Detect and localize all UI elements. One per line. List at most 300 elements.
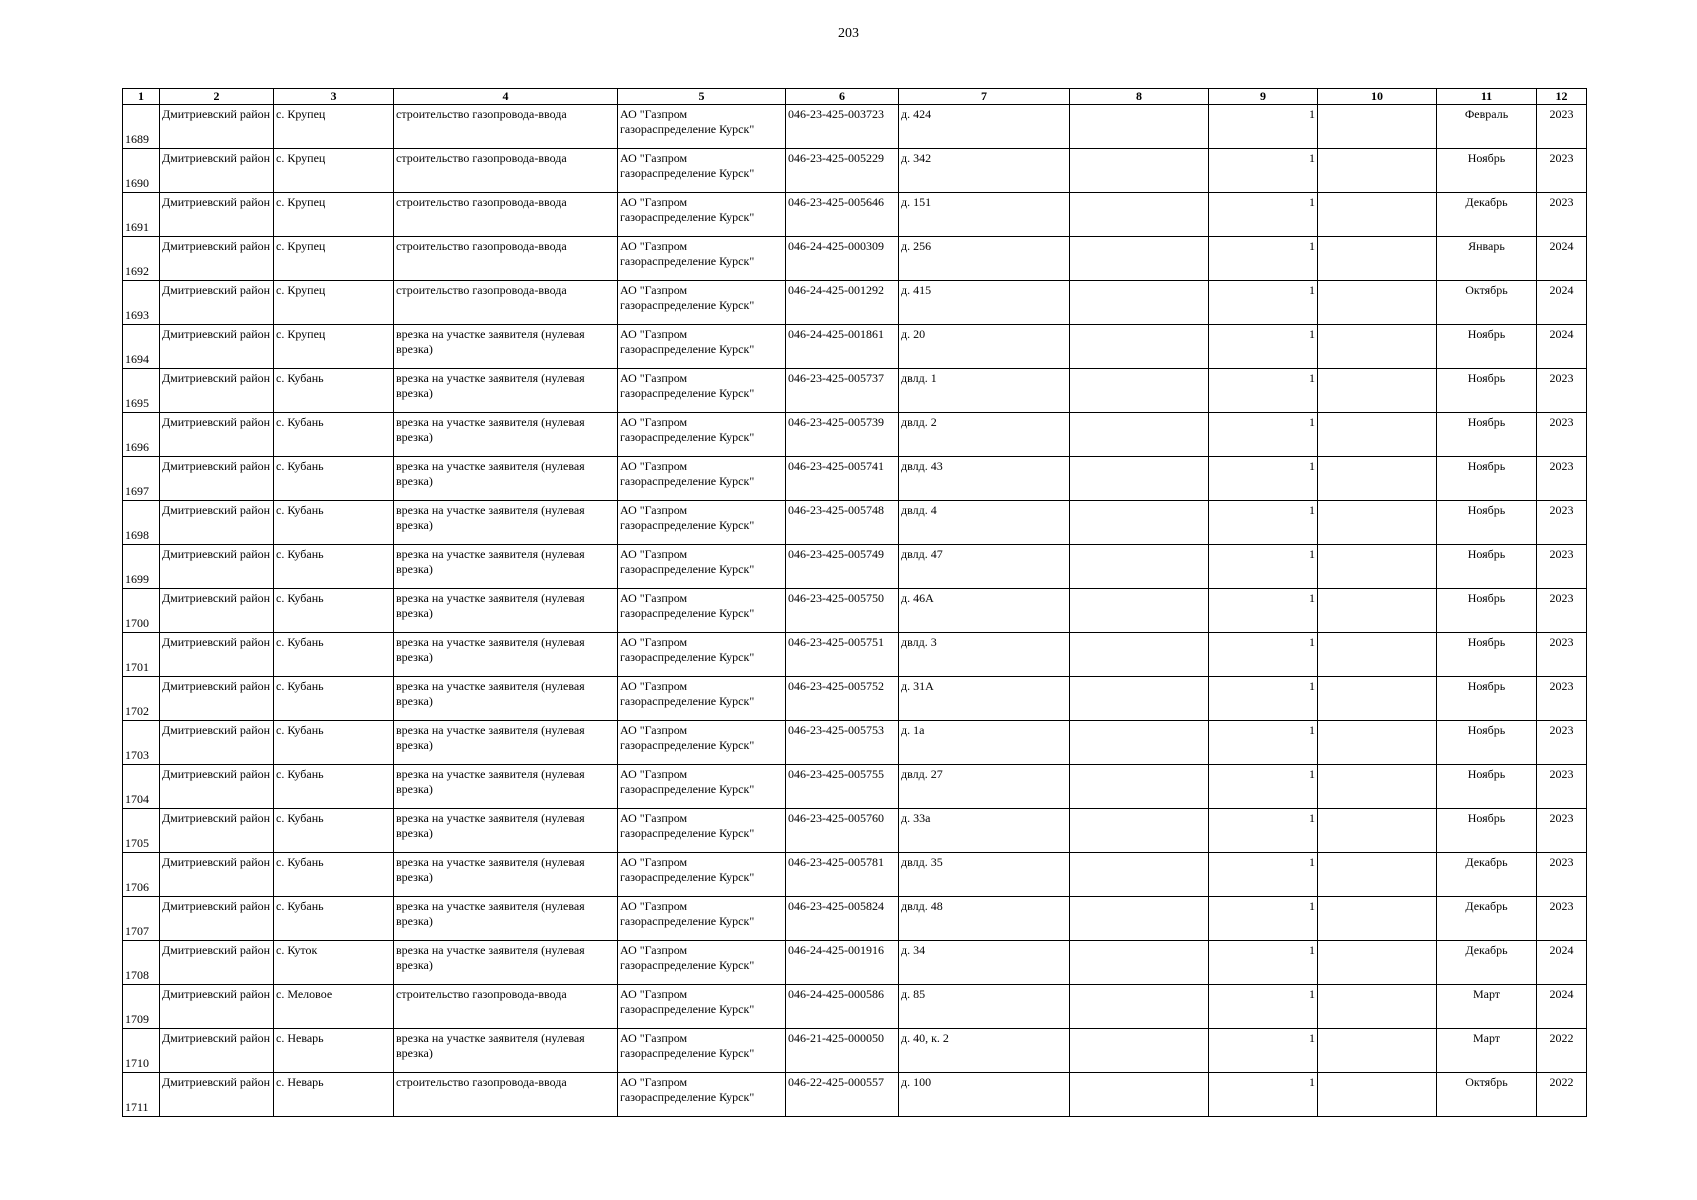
row-number-cell: 1700	[123, 589, 160, 633]
work-type-cell: строительство газопровода-ввода	[394, 193, 618, 237]
column-8-cell	[1070, 413, 1209, 457]
work-type-cell: врезка на участке заявителя (нулевая врезка)	[394, 677, 618, 721]
column-header: 4	[394, 89, 618, 105]
organization-cell: АО "Газпром газораспределение Курск"	[618, 325, 786, 369]
column-8-cell	[1070, 809, 1209, 853]
row-number-cell: 1704	[123, 765, 160, 809]
column-10-cell	[1318, 589, 1437, 633]
quantity-cell: 1	[1209, 149, 1318, 193]
application-code-cell: 046-23-425-005760	[786, 809, 899, 853]
year-cell: 2024	[1537, 281, 1587, 325]
district-cell: Дмитриевский район	[160, 985, 274, 1029]
table-row	[123, 941, 1587, 985]
work-type-cell: врезка на участке заявителя (нулевая врезка)	[394, 853, 618, 897]
quantity-cell: 1	[1209, 633, 1318, 677]
address-cell: д. 20	[899, 325, 1070, 369]
column-header: 6	[786, 89, 899, 105]
quantity-cell: 1	[1209, 193, 1318, 237]
row-number-cell: 1705	[123, 809, 160, 853]
row-number-cell: 1706	[123, 853, 160, 897]
month-cell: Март	[1437, 1029, 1537, 1073]
row-number-cell: 1697	[123, 457, 160, 501]
work-type-cell: врезка на участке заявителя (нулевая врезка)	[394, 721, 618, 765]
header-row	[123, 89, 1587, 105]
column-8-cell	[1070, 941, 1209, 985]
settlement-cell: с. Кубань	[274, 809, 394, 853]
settlement-cell: с. Кубань	[274, 677, 394, 721]
table-row	[123, 237, 1587, 281]
work-type-cell: врезка на участке заявителя (нулевая врезка)	[394, 1029, 618, 1073]
district-cell: Дмитриевский район	[160, 633, 274, 677]
application-code-cell: 046-24-425-001292	[786, 281, 899, 325]
work-type-cell: врезка на участке заявителя (нулевая врезка)	[394, 765, 618, 809]
row-number-cell: 1692	[123, 237, 160, 281]
month-cell: Ноябрь	[1437, 545, 1537, 589]
year-cell: 2023	[1537, 545, 1587, 589]
table-row	[123, 193, 1587, 237]
organization-cell: АО "Газпром газораспределение Курск"	[618, 457, 786, 501]
column-8-cell	[1070, 193, 1209, 237]
settlement-cell: с. Кубань	[274, 633, 394, 677]
application-code-cell: 046-23-425-005749	[786, 545, 899, 589]
year-cell: 2023	[1537, 677, 1587, 721]
column-8-cell	[1070, 677, 1209, 721]
column-8-cell	[1070, 1029, 1209, 1073]
application-code-cell: 046-24-425-000309	[786, 237, 899, 281]
column-8-cell	[1070, 281, 1209, 325]
organization-cell: АО "Газпром газораспределение Курск"	[618, 853, 786, 897]
data-table	[122, 88, 1587, 1117]
row-number-cell: 1689	[123, 105, 160, 149]
table-body	[123, 105, 1587, 1117]
organization-cell: АО "Газпром газораспределение Курск"	[618, 633, 786, 677]
application-code-cell: 046-23-425-005748	[786, 501, 899, 545]
application-code-cell: 046-24-425-000586	[786, 985, 899, 1029]
quantity-cell: 1	[1209, 1073, 1318, 1117]
application-code-cell: 046-23-425-005646	[786, 193, 899, 237]
organization-cell: АО "Газпром газораспределение Курск"	[618, 369, 786, 413]
row-number-cell: 1699	[123, 545, 160, 589]
quantity-cell: 1	[1209, 237, 1318, 281]
work-type-cell: врезка на участке заявителя (нулевая врезка)	[394, 633, 618, 677]
month-cell: Ноябрь	[1437, 677, 1537, 721]
work-type-cell: врезка на участке заявителя (нулевая врезка)	[394, 325, 618, 369]
column-10-cell	[1318, 105, 1437, 149]
address-cell: д. 100	[899, 1073, 1070, 1117]
work-type-cell: строительство газопровода-ввода	[394, 281, 618, 325]
address-cell: д. 85	[899, 985, 1070, 1029]
column-10-cell	[1318, 897, 1437, 941]
column-8-cell	[1070, 1073, 1209, 1117]
address-cell: д. 31А	[899, 677, 1070, 721]
column-header: 9	[1209, 89, 1318, 105]
organization-cell: АО "Газпром газораспределение Курск"	[618, 589, 786, 633]
column-8-cell	[1070, 897, 1209, 941]
month-cell: Декабрь	[1437, 193, 1537, 237]
column-header: 7	[899, 89, 1070, 105]
row-number-cell: 1690	[123, 149, 160, 193]
settlement-cell: с. Кубань	[274, 897, 394, 941]
settlement-cell: с. Крупец	[274, 193, 394, 237]
quantity-cell: 1	[1209, 545, 1318, 589]
application-code-cell: 046-23-425-005229	[786, 149, 899, 193]
column-header: 12	[1537, 89, 1587, 105]
district-cell: Дмитриевский район	[160, 545, 274, 589]
district-cell: Дмитриевский район	[160, 853, 274, 897]
district-cell: Дмитриевский район	[160, 589, 274, 633]
table-row	[123, 325, 1587, 369]
organization-cell: АО "Газпром газораспределение Курск"	[618, 985, 786, 1029]
application-code-cell: 046-23-425-005741	[786, 457, 899, 501]
address-cell: двлд. 27	[899, 765, 1070, 809]
year-cell: 2023	[1537, 193, 1587, 237]
settlement-cell: с. Кубань	[274, 589, 394, 633]
row-number-cell: 1708	[123, 941, 160, 985]
address-cell: д. 1а	[899, 721, 1070, 765]
row-number-cell: 1702	[123, 677, 160, 721]
district-cell: Дмитриевский район	[160, 721, 274, 765]
settlement-cell: с. Кубань	[274, 765, 394, 809]
column-10-cell	[1318, 1029, 1437, 1073]
district-cell: Дмитриевский район	[160, 897, 274, 941]
quantity-cell: 1	[1209, 1029, 1318, 1073]
organization-cell: АО "Газпром газораспределение Курск"	[618, 809, 786, 853]
work-type-cell: врезка на участке заявителя (нулевая врезка)	[394, 589, 618, 633]
row-number-cell: 1701	[123, 633, 160, 677]
column-10-cell	[1318, 765, 1437, 809]
row-number-cell: 1693	[123, 281, 160, 325]
settlement-cell: с. Кубань	[274, 545, 394, 589]
address-cell: двлд. 4	[899, 501, 1070, 545]
month-cell: Декабрь	[1437, 853, 1537, 897]
district-cell: Дмитриевский район	[160, 457, 274, 501]
row-number-cell: 1695	[123, 369, 160, 413]
work-type-cell: строительство газопровода-ввода	[394, 1073, 618, 1117]
district-cell: Дмитриевский район	[160, 413, 274, 457]
row-number-cell: 1698	[123, 501, 160, 545]
organization-cell: АО "Газпром газораспределение Курск"	[618, 237, 786, 281]
year-cell: 2024	[1537, 941, 1587, 985]
address-cell: д. 40, к. 2	[899, 1029, 1070, 1073]
settlement-cell: с. Кубань	[274, 853, 394, 897]
table-row	[123, 457, 1587, 501]
month-cell: Февраль	[1437, 105, 1537, 149]
address-cell: д. 256	[899, 237, 1070, 281]
month-cell: Март	[1437, 985, 1537, 1029]
column-header: 1	[123, 89, 160, 105]
year-cell: 2023	[1537, 765, 1587, 809]
district-cell: Дмитриевский район	[160, 105, 274, 149]
column-8-cell	[1070, 237, 1209, 281]
quantity-cell: 1	[1209, 897, 1318, 941]
table-row	[123, 413, 1587, 457]
settlement-cell: с. Крупец	[274, 149, 394, 193]
column-10-cell	[1318, 193, 1437, 237]
year-cell: 2023	[1537, 809, 1587, 853]
column-8-cell	[1070, 105, 1209, 149]
column-8-cell	[1070, 765, 1209, 809]
table-row	[123, 1073, 1587, 1117]
organization-cell: АО "Газпром газораспределение Курск"	[618, 281, 786, 325]
work-type-cell: врезка на участке заявителя (нулевая врезка)	[394, 545, 618, 589]
district-cell: Дмитриевский район	[160, 809, 274, 853]
month-cell: Ноябрь	[1437, 149, 1537, 193]
district-cell: Дмитриевский район	[160, 237, 274, 281]
district-cell: Дмитриевский район	[160, 281, 274, 325]
year-cell: 2023	[1537, 721, 1587, 765]
column-10-cell	[1318, 457, 1437, 501]
quantity-cell: 1	[1209, 105, 1318, 149]
column-10-cell	[1318, 853, 1437, 897]
year-cell: 2023	[1537, 633, 1587, 677]
year-cell: 2023	[1537, 853, 1587, 897]
column-10-cell	[1318, 809, 1437, 853]
row-number-cell: 1709	[123, 985, 160, 1029]
column-8-cell	[1070, 457, 1209, 501]
organization-cell: АО "Газпром газораспределение Курск"	[618, 413, 786, 457]
work-type-cell: строительство газопровода-ввода	[394, 985, 618, 1029]
settlement-cell: с. Куток	[274, 941, 394, 985]
work-type-cell: врезка на участке заявителя (нулевая врезка)	[394, 413, 618, 457]
column-10-cell	[1318, 985, 1437, 1029]
quantity-cell: 1	[1209, 325, 1318, 369]
month-cell: Ноябрь	[1437, 457, 1537, 501]
work-type-cell: строительство газопровода-ввода	[394, 105, 618, 149]
year-cell: 2023	[1537, 589, 1587, 633]
column-8-cell	[1070, 325, 1209, 369]
column-header: 8	[1070, 89, 1209, 105]
column-8-cell	[1070, 501, 1209, 545]
district-cell: Дмитриевский район	[160, 193, 274, 237]
address-cell: д. 46А	[899, 589, 1070, 633]
application-code-cell: 046-23-425-003723	[786, 105, 899, 149]
settlement-cell: с. Кубань	[274, 369, 394, 413]
address-cell: двлд. 43	[899, 457, 1070, 501]
organization-cell: АО "Газпром газораспределение Курск"	[618, 941, 786, 985]
settlement-cell: с. Кубань	[274, 721, 394, 765]
work-type-cell: врезка на участке заявителя (нулевая врезка)	[394, 369, 618, 413]
application-code-cell: 046-23-425-005781	[786, 853, 899, 897]
table-row	[123, 721, 1587, 765]
address-cell: д. 415	[899, 281, 1070, 325]
application-code-cell: 046-23-425-005751	[786, 633, 899, 677]
column-8-cell	[1070, 721, 1209, 765]
application-code-cell: 046-23-425-005750	[786, 589, 899, 633]
month-cell: Ноябрь	[1437, 413, 1537, 457]
column-10-cell	[1318, 1073, 1437, 1117]
application-code-cell: 046-23-425-005824	[786, 897, 899, 941]
row-number-cell: 1696	[123, 413, 160, 457]
month-cell: Ноябрь	[1437, 501, 1537, 545]
organization-cell: АО "Газпром газораспределение Курск"	[618, 105, 786, 149]
table-row	[123, 281, 1587, 325]
column-10-cell	[1318, 941, 1437, 985]
year-cell: 2022	[1537, 1029, 1587, 1073]
quantity-cell: 1	[1209, 985, 1318, 1029]
organization-cell: АО "Газпром газораспределение Курск"	[618, 677, 786, 721]
table-row	[123, 589, 1587, 633]
column-header: 10	[1318, 89, 1437, 105]
year-cell: 2023	[1537, 149, 1587, 193]
column-10-cell	[1318, 677, 1437, 721]
organization-cell: АО "Газпром газораспределение Курск"	[618, 193, 786, 237]
settlement-cell: с. Кубань	[274, 457, 394, 501]
quantity-cell: 1	[1209, 501, 1318, 545]
settlement-cell: с. Кубань	[274, 413, 394, 457]
district-cell: Дмитриевский район	[160, 941, 274, 985]
month-cell: Ноябрь	[1437, 589, 1537, 633]
address-cell: д. 424	[899, 105, 1070, 149]
quantity-cell: 1	[1209, 941, 1318, 985]
organization-cell: АО "Газпром газораспределение Курск"	[618, 501, 786, 545]
month-cell: Октябрь	[1437, 1073, 1537, 1117]
district-cell: Дмитриевский район	[160, 501, 274, 545]
settlement-cell: с. Крупец	[274, 281, 394, 325]
application-code-cell: 046-22-425-000557	[786, 1073, 899, 1117]
application-code-cell: 046-24-425-001916	[786, 941, 899, 985]
year-cell: 2024	[1537, 985, 1587, 1029]
application-code-cell: 046-21-425-000050	[786, 1029, 899, 1073]
month-cell: Ноябрь	[1437, 369, 1537, 413]
row-number-cell: 1710	[123, 1029, 160, 1073]
column-10-cell	[1318, 237, 1437, 281]
year-cell: 2023	[1537, 413, 1587, 457]
application-code-cell: 046-23-425-005739	[786, 413, 899, 457]
settlement-cell: с. Меловое	[274, 985, 394, 1029]
district-cell: Дмитриевский район	[160, 325, 274, 369]
settlement-cell: с. Кубань	[274, 501, 394, 545]
table-row	[123, 633, 1587, 677]
column-10-cell	[1318, 325, 1437, 369]
quantity-cell: 1	[1209, 765, 1318, 809]
address-cell: двлд. 2	[899, 413, 1070, 457]
table-row	[123, 985, 1587, 1029]
column-10-cell	[1318, 281, 1437, 325]
column-8-cell	[1070, 545, 1209, 589]
application-code-cell: 046-23-425-005752	[786, 677, 899, 721]
address-cell: двлд. 3	[899, 633, 1070, 677]
column-8-cell	[1070, 149, 1209, 193]
address-cell: двлд. 47	[899, 545, 1070, 589]
quantity-cell: 1	[1209, 853, 1318, 897]
quantity-cell: 1	[1209, 369, 1318, 413]
month-cell: Ноябрь	[1437, 325, 1537, 369]
month-cell: Декабрь	[1437, 897, 1537, 941]
district-cell: Дмитриевский район	[160, 677, 274, 721]
column-header: 2	[160, 89, 274, 105]
column-8-cell	[1070, 633, 1209, 677]
row-number-cell: 1703	[123, 721, 160, 765]
column-10-cell	[1318, 369, 1437, 413]
settlement-cell: с. Крупец	[274, 325, 394, 369]
month-cell: Ноябрь	[1437, 633, 1537, 677]
row-number-cell: 1694	[123, 325, 160, 369]
row-number-cell: 1711	[123, 1073, 160, 1117]
column-8-cell	[1070, 985, 1209, 1029]
column-10-cell	[1318, 633, 1437, 677]
address-cell: д. 342	[899, 149, 1070, 193]
quantity-cell: 1	[1209, 809, 1318, 853]
quantity-cell: 1	[1209, 457, 1318, 501]
month-cell: Ноябрь	[1437, 809, 1537, 853]
district-cell: Дмитриевский район	[160, 369, 274, 413]
organization-cell: АО "Газпром газораспределение Курск"	[618, 149, 786, 193]
row-number-cell: 1707	[123, 897, 160, 941]
table-row	[123, 897, 1587, 941]
address-cell: двлд. 48	[899, 897, 1070, 941]
work-type-cell: строительство газопровода-ввода	[394, 149, 618, 193]
page-number: 203	[838, 26, 859, 41]
table-row	[123, 149, 1587, 193]
year-cell: 2022	[1537, 1073, 1587, 1117]
work-type-cell: врезка на участке заявителя (нулевая врезка)	[394, 809, 618, 853]
month-cell: Декабрь	[1437, 941, 1537, 985]
settlement-cell: с. Крупец	[274, 105, 394, 149]
settlement-cell: с. Неварь	[274, 1073, 394, 1117]
column-8-cell	[1070, 369, 1209, 413]
organization-cell: АО "Газпром газораспределение Курск"	[618, 897, 786, 941]
quantity-cell: 1	[1209, 281, 1318, 325]
column-10-cell	[1318, 413, 1437, 457]
year-cell: 2023	[1537, 369, 1587, 413]
table-row	[123, 809, 1587, 853]
year-cell: 2023	[1537, 457, 1587, 501]
application-code-cell: 046-23-425-005755	[786, 765, 899, 809]
settlement-cell: с. Неварь	[274, 1029, 394, 1073]
organization-cell: АО "Газпром газораспределение Курск"	[618, 1073, 786, 1117]
table-row	[123, 501, 1587, 545]
column-10-cell	[1318, 149, 1437, 193]
work-type-cell: врезка на участке заявителя (нулевая врезка)	[394, 941, 618, 985]
column-header: 11	[1437, 89, 1537, 105]
table-row	[123, 105, 1587, 149]
column-header: 3	[274, 89, 394, 105]
application-code-cell: 046-23-425-005753	[786, 721, 899, 765]
work-type-cell: строительство газопровода-ввода	[394, 237, 618, 281]
table-row	[123, 369, 1587, 413]
organization-cell: АО "Газпром газораспределение Курск"	[618, 721, 786, 765]
work-type-cell: врезка на участке заявителя (нулевая врезка)	[394, 457, 618, 501]
column-header: 5	[618, 89, 786, 105]
quantity-cell: 1	[1209, 413, 1318, 457]
address-cell: д. 34	[899, 941, 1070, 985]
application-code-cell: 046-24-425-001861	[786, 325, 899, 369]
address-cell: двлд. 1	[899, 369, 1070, 413]
quantity-cell: 1	[1209, 677, 1318, 721]
address-cell: д. 33а	[899, 809, 1070, 853]
column-8-cell	[1070, 853, 1209, 897]
table-row	[123, 677, 1587, 721]
month-cell: Ноябрь	[1437, 765, 1537, 809]
month-cell: Ноябрь	[1437, 721, 1537, 765]
table-row	[123, 765, 1587, 809]
row-number-cell: 1691	[123, 193, 160, 237]
column-10-cell	[1318, 501, 1437, 545]
year-cell: 2023	[1537, 501, 1587, 545]
quantity-cell: 1	[1209, 721, 1318, 765]
organization-cell: АО "Газпром газораспределение Курск"	[618, 545, 786, 589]
column-8-cell	[1070, 589, 1209, 633]
column-10-cell	[1318, 721, 1437, 765]
table-row	[123, 853, 1587, 897]
address-cell: двлд. 35	[899, 853, 1070, 897]
organization-cell: АО "Газпром газораспределение Курск"	[618, 765, 786, 809]
work-type-cell: врезка на участке заявителя (нулевая врезка)	[394, 897, 618, 941]
year-cell: 2024	[1537, 325, 1587, 369]
month-cell: Октябрь	[1437, 281, 1537, 325]
district-cell: Дмитриевский район	[160, 1073, 274, 1117]
address-cell: д. 151	[899, 193, 1070, 237]
